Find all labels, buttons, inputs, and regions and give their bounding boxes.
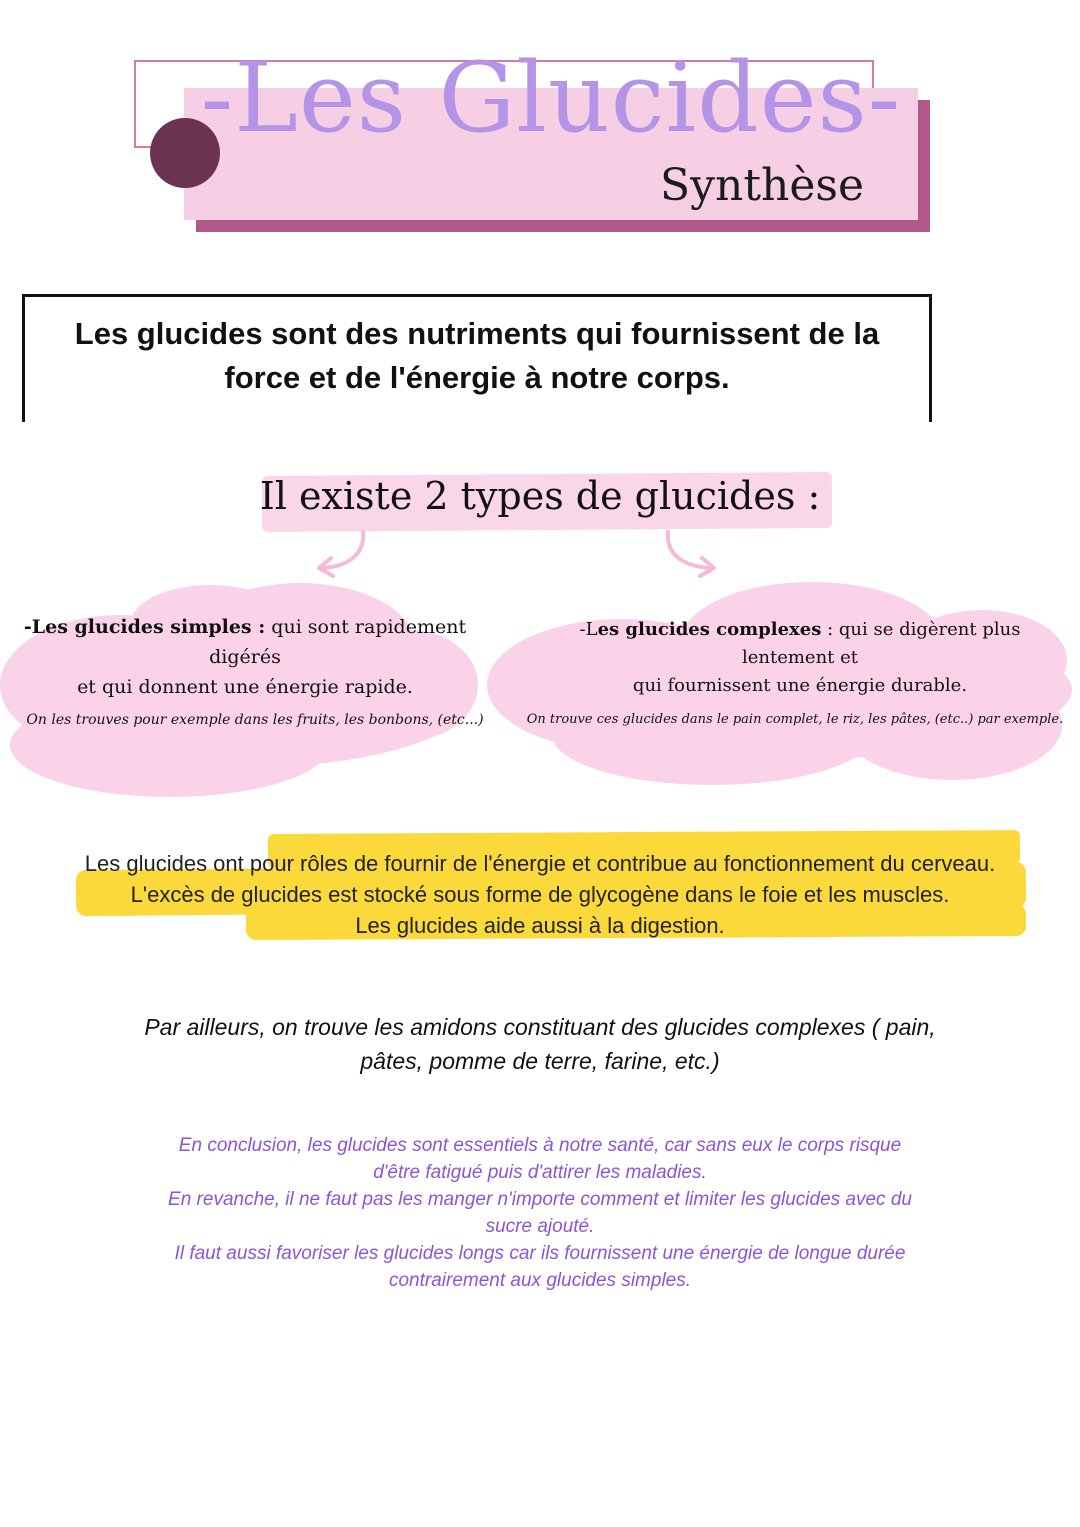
roles-paragraph bbox=[0, 848, 1080, 941]
simple-glucides-desc-2: et qui donnent une énergie rapide. bbox=[77, 676, 413, 698]
complex-glucides-example: On trouve ces glucides dans le pain complet, le riz, les pâtes, (etc..) par exemple. bbox=[526, 712, 1064, 727]
roles-line-3: Les glucides aide aussi à la digestion. bbox=[355, 913, 725, 938]
page-subtitle: Synthèse bbox=[659, 160, 864, 211]
roles-line-1-highlight: ôles de fournir de l'énergie et contribue au fonctionnement du cerveau. bbox=[307, 851, 996, 876]
conclusion-line: d'être fatigué puis d'attirer les maladies. bbox=[373, 1162, 707, 1183]
simple-glucides-example: On les trouves pour exemple dans les fruits, les bonbons, (etc...) bbox=[26, 712, 484, 728]
simple-glucides-text bbox=[0, 612, 490, 702]
complex-glucides-label-start: -L bbox=[579, 619, 598, 640]
definition-line-2: force et de l'énergie à notre corps. bbox=[224, 360, 730, 395]
amidons-line-2: pâtes, pomme de terre, farine, etc.) bbox=[360, 1048, 720, 1074]
roles-line-1 bbox=[0, 848, 1080, 879]
simple-glucides-label: -Les glucides simples : bbox=[23, 616, 266, 638]
complex-glucides-desc-1: : qui se digèrent plus lentement et bbox=[741, 619, 1021, 668]
complex-glucides-line-1 bbox=[535, 616, 1065, 672]
roles-line-1-start: Les glucides ont pour r bbox=[84, 851, 308, 876]
page-title: -Les Glucides- bbox=[200, 42, 902, 154]
complex-glucides-label: es glucides complexes bbox=[597, 619, 822, 640]
amidons-line-1: Par ailleurs, on trouve les amidons constituant des glucides complexes ( pain, bbox=[144, 1014, 936, 1040]
roles-line-2: L'excès de glucides est stocké sous forme de glycogène dans le foie et les muscles. bbox=[130, 882, 950, 907]
conclusion-line: contrairement aux glucides simples. bbox=[388, 1270, 692, 1291]
conclusion-line: sucre ajouté. bbox=[485, 1216, 595, 1237]
complex-glucides-desc-2: qui fournissent une énergie durable. bbox=[632, 675, 968, 696]
conclusion-line: En revanche, il ne faut pas les manger n'importe comment et limiter les glucides avec du bbox=[168, 1189, 912, 1210]
simple-glucides-desc-1: qui sont rapidement digérés bbox=[209, 616, 467, 668]
definition-line-1: Les glucides sont des nutriments qui fournissent de la bbox=[74, 316, 880, 351]
conclusion-line: En conclusion, les glucides sont essentiels à notre santé, car sans eux le corps risque bbox=[178, 1135, 902, 1156]
definition-text bbox=[22, 312, 932, 400]
complex-glucides-text bbox=[535, 616, 1065, 700]
conclusion-paragraph bbox=[90, 1132, 990, 1294]
amidons-paragraph bbox=[80, 1010, 1000, 1078]
conclusion-line: Il faut aussi favoriser les glucides longs car ils fournissent une énergie de longue durée bbox=[174, 1243, 906, 1264]
simple-glucides-line-1 bbox=[0, 612, 490, 672]
types-heading: Il existe 2 types de glucides : bbox=[259, 474, 821, 518]
